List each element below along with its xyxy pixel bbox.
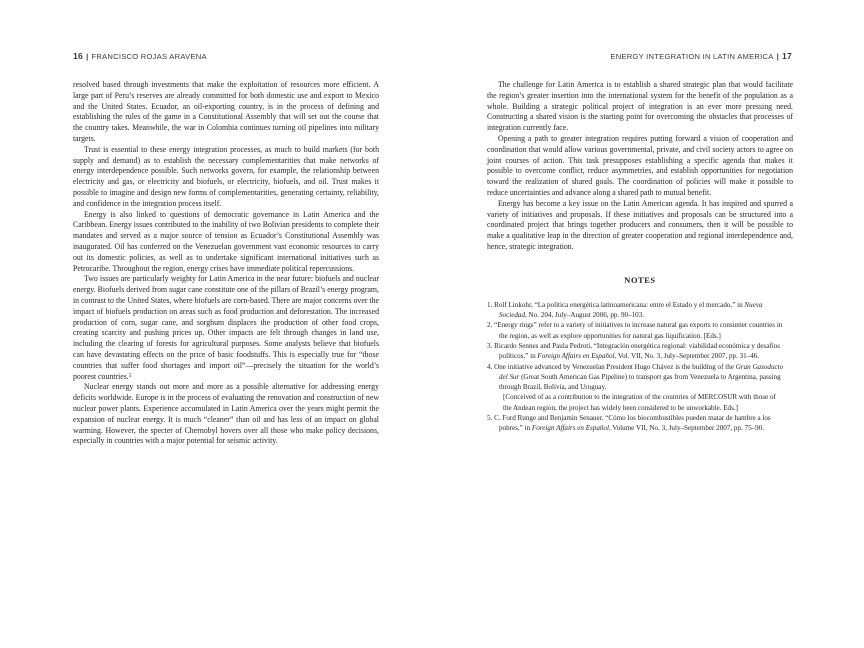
paragraph: Opening a path to greater integration requires putting forward a vision of cooperation and coordination that would allow various governmental, private, and civil society actors to agree on joint courses of action. This task presupposes establishing a specific agenda that makes it possible to overcome conflict, reduce asymmetries, and establish opportunities for negotiation toward the realization of shared goals. The coordination of policies will make it possible to reduce uncertainties and advance along a shared path to mutual benefit. bbox=[487, 133, 793, 197]
paragraph: Trust is essential to these energy integration processes, as much to build markets (for both supply and demand) as to establish the necessary complementarities that make networks of energy interdependence possible. Such networks govern, for example, the relationship between electricity and gas, or electricity and biofuels, or electricity, biofuels, and oil. Trust makes it possible to imagine and design new forms of complementarities, generating certainty, reliability, and confidence in the integration process itself. bbox=[73, 144, 379, 208]
paragraph: resolved based through investments that make the exploitation of resources more efficient. A large part of Peru’s reserves are already committed for both domestic use and export to Mexico and the United States. Ecuador, an oil-exporting country, is in the process of defining and establishing the rules of the game in a Constitutional Assembly that will set out the course that the country takes. Meanwhile, the war in Colombia continues turning oil pipelines into military targets. bbox=[73, 80, 379, 143]
right-body-column bbox=[487, 80, 793, 434]
note-item: 5. C. Ford Runge and Benjamin Senauer. “Cómo los biocombustibles pueden matar de hambre a los pobres,” in Foreign Affairs en Español, Volume VII, No. 3, July–September 2007, pp. 75–90. bbox=[487, 414, 771, 433]
author-name: FRANCISCO ROJAS ARAVENA bbox=[91, 52, 207, 61]
page-number: 16 bbox=[73, 51, 84, 61]
note-item: 1. Rolf Linkohr, “La política energética latinoamericana: entre el Estado y el mercado,” in Nueva Sociedad, No. 204, July–August 2006, pp. 90–103. bbox=[487, 300, 763, 320]
note-item: 3. Ricardo Sennes and Paula Pedroti, “Integración energética regional: viabilidad económica y desafíos políticos,” in Foreign Affairs en Español, Vol. VII, No. 3, July–September 2007, pp. 31–46. bbox=[487, 341, 780, 361]
note-item: 2. “Energy rings” refer to a variety of initiatives to increase natural gas exports to consumer countries in the region, as well as explore opportunities for natural gas liquification. [Eds.] bbox=[487, 321, 783, 340]
paragraph: Two issues are particularly weighty for Latin America in the near future: biofuels and nuclear energy. Biofuels derived from sugar cane constitute one of the pillars of Brazil’s energy program, in contrast to the United States, where biofuels are corn-based. There are major concerns over the impact of biofuels production on areas such as food production and deforestation. The increased production of corn, sugar cane, and sorghum displaces the production of other food crops, creating scarcity and pushing prices up. Other impacts are felt through changes in land use, including the clearing of forests for agricultural purposes. Some analysts believe that biofuels can have devastating effects on the price of basic foodstuffs. This is especially true for “those countries that suffer food shortages and import oil”—precisely the situation for the world’s poorest countries.⁵ bbox=[73, 274, 379, 381]
notes-heading: NOTES bbox=[624, 275, 656, 285]
page-number: 17 bbox=[781, 51, 792, 61]
chapter-title: ENERGY INTEGRATION IN LATIN AMERICA bbox=[610, 52, 774, 61]
right-page bbox=[432, 0, 864, 648]
notes-list bbox=[487, 300, 793, 434]
paragraph: Nuclear energy stands out more and more as a possible alternative for addressing energy deficits worldwide. Europe is in the process of evaluating the renovation and construction of new nuclear power plants. Experience accumulated in Latin America over the years might permit the expansion of nuclear energy. It is much “cleaner” than oil and has less of an impact on global warming. However, the specter of Chernobyl hovers over all those who make policy decisions, especially in countries with a major potential for seismic activity. bbox=[73, 382, 379, 446]
paragraph: Energy has become a key issue on the Latin American agenda. It has inspired and spurred a variety of initiatives and proposals. If these initiatives and proposals can be structured into a coordinated project that brings together producers and consumers, then it will be possible to make a qualitative leap in the direction of greater cooperation and regional interdependence and, hence, strategic integration. bbox=[487, 198, 793, 251]
note-item: 4. One initiative advanced by Venezuelan President Hugo Chávez is the building of the Gran Gasoducto del Sur (Great South American Gas Pipeline) to transport gas from Venezuela to Argentina, passing through Brazil, Bolivia, and Uruguay. [Conceived of as a contribution to the integration of the countries of MERCOSUR with those of the Andean region, the project has widely been considered to be unworkable. Eds.] bbox=[487, 362, 784, 412]
paragraph: The challenge for Latin America is to establish a shared strategic plan that would facilitate the region’s greater insertion into the international system for the benefit of the population as a whole. Building a strategic political project of integration is an ever more pressing need. Constructing a shared vision is the starting point for overcoming the obstacles that processes of integration currently face. bbox=[487, 80, 793, 133]
running-head-right: ENERGY INTEGRATION IN LATIN AMERICA | 17 bbox=[610, 51, 792, 61]
note-editor-comment: [Conceived of as a contribution to the integration of the countries of MERCOSUR with those of the Andean region, the project has widely been considered to be unworkable. Eds.] bbox=[503, 393, 776, 412]
paragraph: Energy is also linked to questions of democratic governance in Latin America and the Caribbean. Energy issues contributed to the inability of two Bolivian presidents to complete their mandates and served as a major source of tension as Ecuador’s Constitutional Assembly was inaugurated. Oil has conferred on the Venezuelan government vast economic resources to carry out its domestic policies, as well as to undertake significant international initiatives such as Petrocaribe. Throughout the region, energy crises have immediate political repercussions. bbox=[73, 209, 379, 273]
left-body-column bbox=[73, 80, 379, 447]
running-head-left: 16 | FRANCISCO ROJAS ARAVENA bbox=[73, 51, 207, 61]
